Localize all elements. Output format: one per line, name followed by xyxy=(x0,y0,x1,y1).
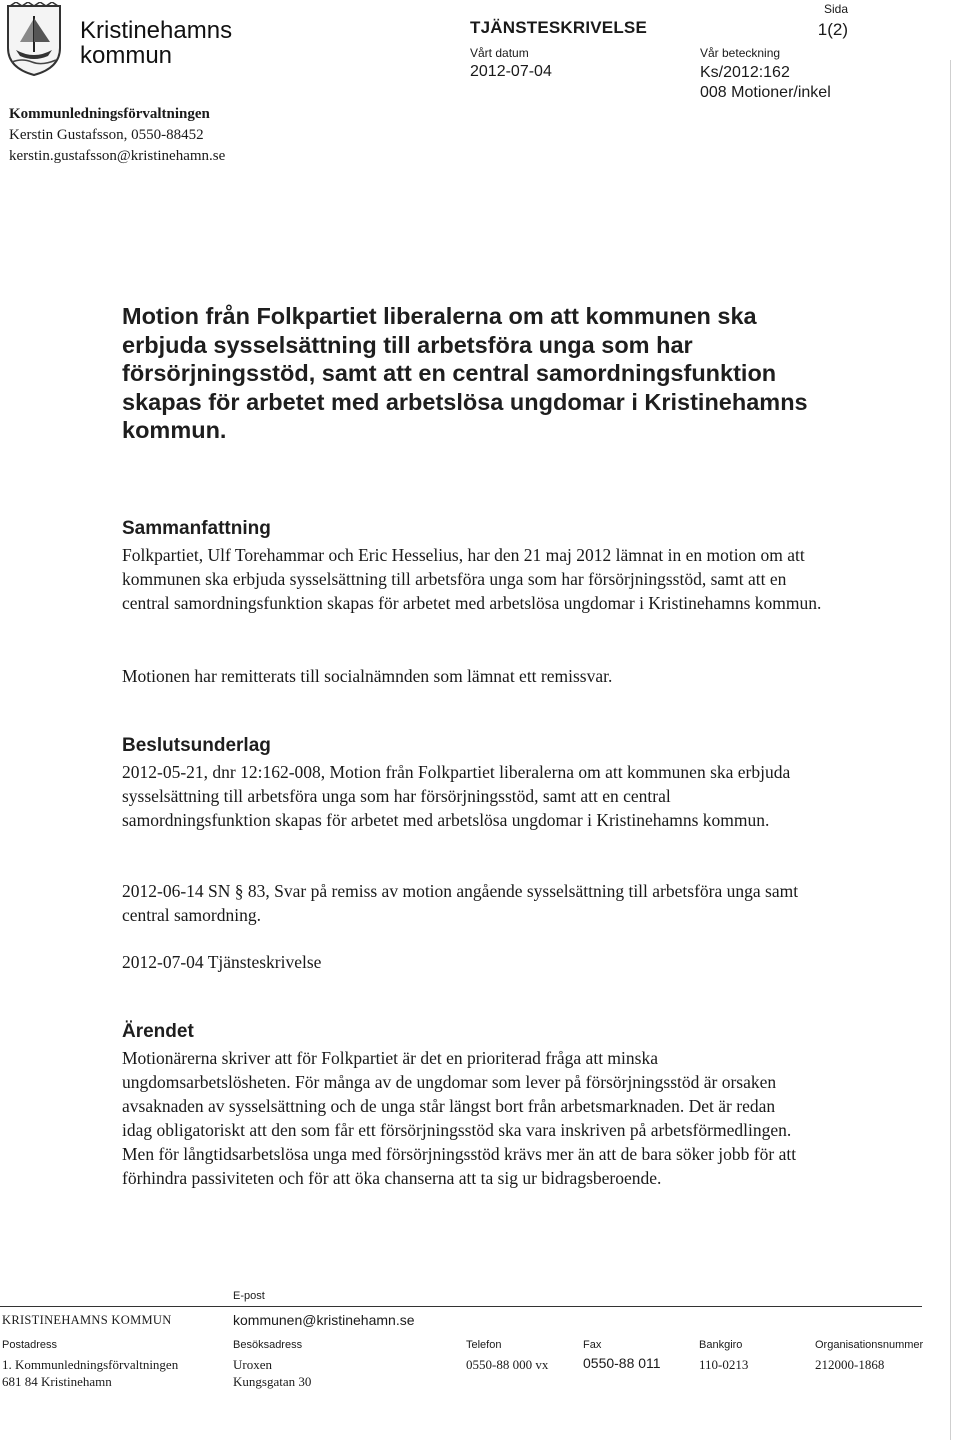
page-number: 1(2) xyxy=(817,20,848,39)
reference-value xyxy=(700,63,831,103)
municipality-name-line-1: Kristinehamns xyxy=(80,17,233,44)
page-label: Sida xyxy=(823,2,848,16)
footer-visit-label: Besöksadress xyxy=(233,1339,303,1351)
footer-postal-line: 681 84 Kristinehamn xyxy=(2,1374,112,1389)
contact-name: Kerstin Gustafsson, 0550-88452 xyxy=(9,127,204,143)
footer-divider xyxy=(0,1306,922,1307)
date-label: Vårt datum xyxy=(470,46,529,60)
footer-bankgiro: 110-0213 xyxy=(699,1357,749,1372)
footer-email[interactable]: kommunen@kristinehamn.se xyxy=(233,1312,415,1328)
footer-org-number-label: Organisationsnummer xyxy=(815,1339,924,1351)
summary-paragraph: Folkpartiet, Ulf Torehammar och Eric Hesselius, har den 21 maj 2012 lämnat in en motion om att kommunen ska erbjuda sysselsättning till arbetsföra unga som har försörjningsstöd, samt att en central samordningsfunktion skapas för arbetet med arbetslösa ungdomar i Kristinehamns kommun. xyxy=(122,545,822,613)
decision-basis-item: 2012-05-21, dnr 12:162-008, Motion från Folkpartiet liberalerna om att kommunen ska erbjuda sysselsättning till arbetsföra unga som har försörjningsstöd, samt att en central samordningsfunktion skapas för arbetet med arbetslösa ungdomar i Kristinehamns kommun. xyxy=(122,762,791,830)
municipality-name xyxy=(80,18,232,68)
department-name: Kommunledningsförvaltningen xyxy=(9,106,210,122)
coat-of-arms-logo xyxy=(4,2,64,78)
footer-visit-line: Uroxen xyxy=(233,1357,272,1372)
document-title: Motion från Folkpartiet liberalerna om att kommunen ska erbjuda sysselsättning till arbetsföra unga som har försörjningsstöd, samt att en central samordningsfunktion skapas för arbetet med arbetslösa ungdomar i Kristinehamns kommun. xyxy=(122,303,808,443)
scan-edge-line xyxy=(950,60,951,1440)
footer-phone-label: Telefon xyxy=(466,1339,502,1351)
section-heading-decision-basis: Beslutsunderlag xyxy=(122,735,271,756)
date-value: 2012-07-04 xyxy=(470,63,552,80)
section-heading-summary: Sammanfattning xyxy=(122,518,271,539)
summary-paragraph: Motionen har remitterats till socialnämnden som lämnat ett remissvar. xyxy=(122,666,613,686)
municipality-name-line-2: kommun xyxy=(80,42,173,69)
matter-paragraph: Motionärerna skriver att för Folkpartiet är det en prioriterad fråga att minska ungdomsarbetslösheten. För många av de ungdomar som lever på försörjningsstöd är orsaken avsaknaden av sysselsättning och de unga står längst bort från arbetsmarknaden. Det är redan idag obligatoriskt att den som får ett försörjningsstöd ska vara inskriven på arbetsförmedlingen. Men för långtidsarbetslösa unga med försörjningsstöd krävs mer än att de bara söker jobb för att förhindra passiviteten och för att öka chanserna att ta sig ur bidragsberoende. xyxy=(122,1048,797,1188)
document-type: TJÄNSTESKRIVELSE xyxy=(470,18,648,37)
decision-basis-item: 2012-06-14 SN § 83, Svar på remiss av motion angående sysselsättning till arbetsföra unga samt central samordning. xyxy=(122,881,799,925)
footer-phone: 0550-88 000 vx xyxy=(466,1357,549,1372)
decision-basis-item: 2012-07-04 Tjänsteskrivelse xyxy=(122,952,322,972)
sender-block xyxy=(9,104,225,167)
section-heading-matter: Ärendet xyxy=(122,1021,194,1042)
footer-email-label: E-post xyxy=(233,1290,265,1302)
footer-postal-line: 1. Kommunledningsförvaltningen xyxy=(2,1357,179,1372)
footer-visit-line: Kungsgatan 30 xyxy=(233,1374,312,1389)
footer-postal-label: Postadress xyxy=(2,1339,58,1351)
footer-org-name: KRISTINEHAMNS KOMMUN xyxy=(2,1313,172,1327)
reference-category: 008 Motioner/inkel xyxy=(700,84,831,101)
footer-fax-label: Fax xyxy=(583,1339,602,1351)
footer-bankgiro-label: Bankgiro xyxy=(699,1339,743,1351)
footer-org-number: 212000-1868 xyxy=(815,1357,885,1372)
reference-number: Ks/2012:162 xyxy=(700,64,790,81)
contact-email[interactable]: kerstin.gustafsson@kristinehamn.se xyxy=(9,148,226,164)
footer-fax: 0550-88 011 xyxy=(583,1355,661,1371)
reference-label: Vår beteckning xyxy=(700,46,781,60)
